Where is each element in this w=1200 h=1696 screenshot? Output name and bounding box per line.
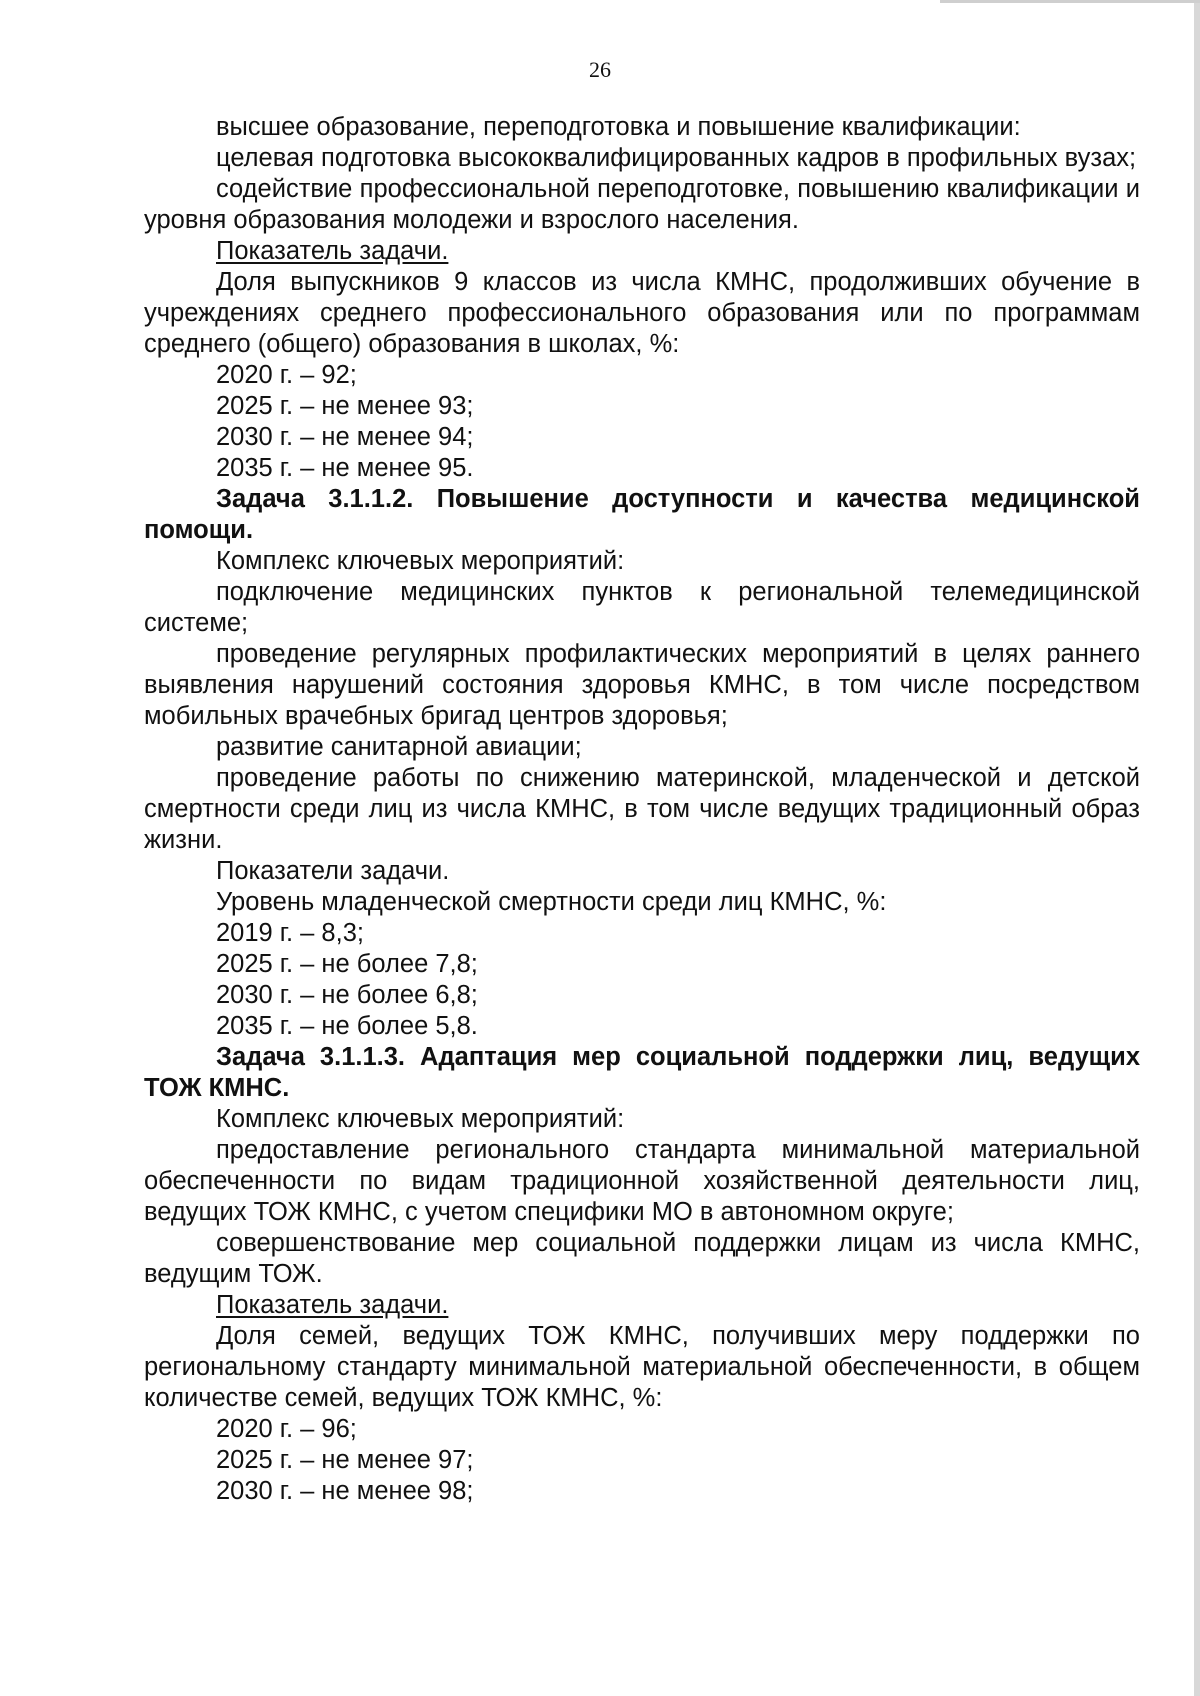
list-item: 2019 г. – 8,3; [216, 919, 364, 947]
underlined-label: Показатель задачи. [216, 237, 449, 265]
list-item: 2035 г. – не менее 95. [216, 454, 474, 482]
paragraph: проведение работы по снижению материнской, младенческой и детской смертности среди лиц из числа КМНС, в том числе ведущих традиционный образ жизни. [144, 764, 1140, 854]
list-item: 2025 г. – не менее 97; [216, 1446, 474, 1474]
list-item: 2030 г. – не более 6,8; [216, 981, 478, 1009]
list-item: 2020 г. – 96; [216, 1415, 357, 1443]
list-item: 2030 г. – не менее 94; [216, 423, 474, 451]
task-heading: Задача 3.1.1.2. Повышение доступности и качества медицинской помощи. [144, 485, 1140, 544]
paragraph: высшее образование, переподготовка и повышение квалификации: [216, 113, 1021, 141]
paragraph-heading-underlined [144, 1290, 1140, 1321]
document-body [144, 112, 1140, 1507]
page-number: 26 [589, 57, 611, 82]
page-top-edge [940, 0, 1200, 3]
page-edge-shadow [1194, 0, 1200, 1696]
paragraph: предоставление регионального стандарта минимальной материальной обеспеченности по видам традиционной хозяйственной деятельности лиц, ведущих ТОЖ КМНС, с учетом специфики МО в автономном округе; [144, 1136, 1140, 1226]
paragraph: целевая подготовка высококвалифицированных кадров в профильных вузах; [216, 144, 1137, 172]
paragraph: развитие санитарной авиации; [216, 733, 582, 761]
list-item: 2025 г. – не менее 93; [216, 392, 474, 420]
list-item: 2035 г. – не более 5,8. [216, 1012, 478, 1040]
list-item: 2025 г. – не более 7,8; [216, 950, 478, 978]
paragraph: Комплекс ключевых мероприятий: [216, 1105, 625, 1133]
paragraph-heading-underlined [144, 236, 1140, 267]
paragraph: Показатели задачи. [216, 857, 450, 885]
paragraph: содействие профессиональной переподготовке, повышению квалификации и уровня образования молодежи и взрослого населения. [144, 175, 1140, 234]
task-heading: Задача 3.1.1.3. Адаптация мер социальной поддержки лиц, ведущих ТОЖ КМНС. [144, 1043, 1140, 1102]
paragraph: проведение регулярных профилактических мероприятий в целях раннего выявления нарушений состояния здоровья КМНС, в том числе посредством мобильных врачебных бригад центров здоровья; [144, 640, 1140, 730]
paragraph: Уровень младенческой смертности среди лиц КМНС, %: [216, 888, 887, 916]
paragraph: Комплекс ключевых мероприятий: [216, 547, 625, 575]
underlined-label: Показатель задачи. [216, 1291, 449, 1319]
paragraph: Доля выпускников 9 классов из числа КМНС, продолживших обучение в учреждениях среднего профессионального образования или по программам среднего (общего) образования в школах, %: [144, 268, 1140, 358]
paragraph: совершенствование мер социальной поддержки лицам из числа КМНС, ведущим ТОЖ. [144, 1229, 1140, 1288]
list-item: 2030 г. – не менее 98; [216, 1477, 474, 1505]
paragraph: Доля семей, ведущих ТОЖ КМНС, получивших меру поддержки по региональному стандарту минимальной материальной обеспеченности, в общем количестве семей, ведущих ТОЖ КМНС, %: [144, 1322, 1140, 1412]
list-item: 2020 г. – 92; [216, 361, 357, 389]
paragraph: подключение медицинских пунктов к региональной телемедицинской системе; [144, 578, 1140, 637]
